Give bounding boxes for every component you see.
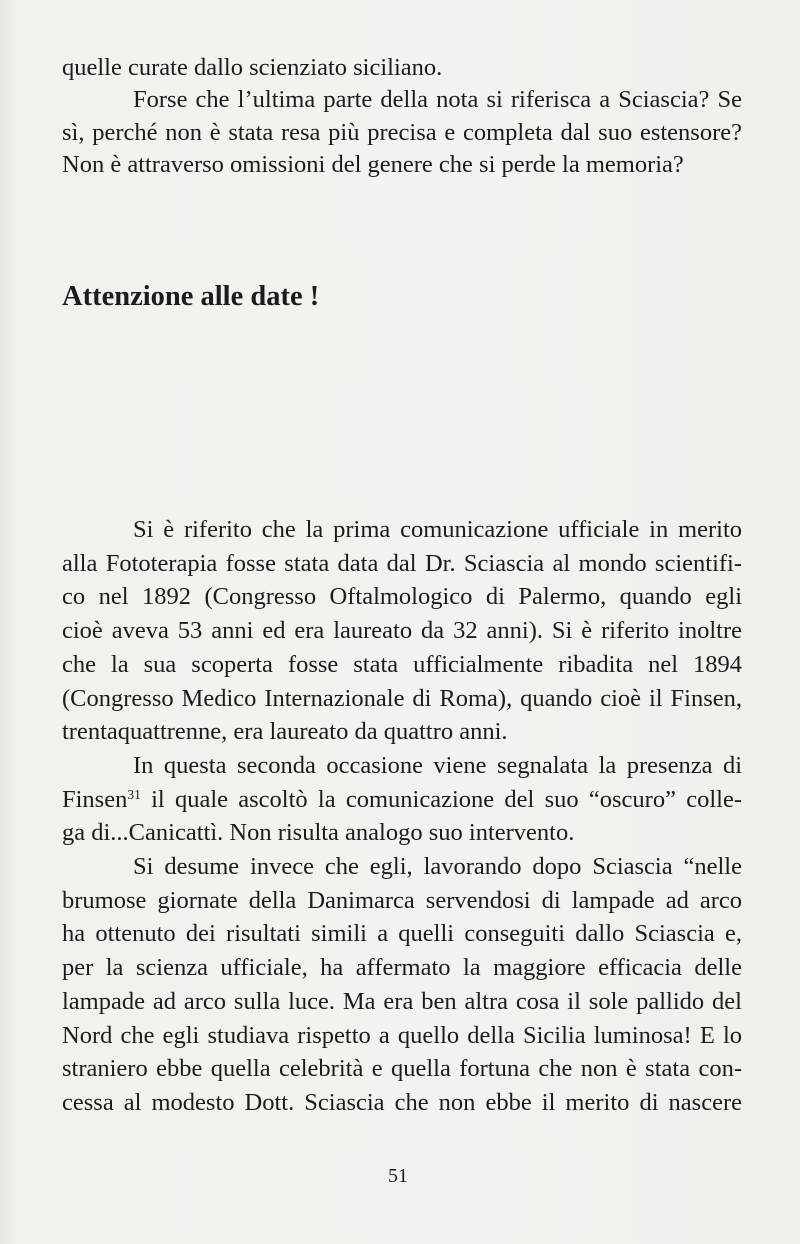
text-line: straniero ebbe quella celebrità e quella fortuna che non è stata con- xyxy=(62,1055,742,1083)
text-line: Nord che egli studiava rispetto a quello della Sicilia luminosa! E lo xyxy=(62,1021,742,1049)
text-line: Si è riferito che la prima comunicazione ufficiale in merito xyxy=(133,516,742,543)
text-line: In questa seconda occasione viene segnalata la presenza di xyxy=(133,751,742,779)
text-line: cessa al modesto Dott. Sciascia che non ebbe il merito di nascere xyxy=(62,1088,742,1116)
text-line: alla Fototerapia fosse stata data dal Dr. Sciascia al mondo scientifi- xyxy=(62,549,742,577)
main-paragraph-3 xyxy=(62,850,742,1120)
text-line: per la scienza ufficiale, ha affermato la maggiore efficacia delle xyxy=(62,954,742,982)
intro-paragraph-2 xyxy=(62,84,742,181)
text-line: quelle curate dallo scienziato siciliano. xyxy=(62,54,443,81)
text-fragment: il quale ascoltò la comunicazione del suo “oscuro” colle- xyxy=(140,785,742,813)
intro-paragraph-1 xyxy=(62,52,742,84)
footnote-reference: 31 xyxy=(127,786,141,802)
text-fragment: Finsen xyxy=(62,785,128,813)
section-heading: Attenzione alle date ! xyxy=(62,281,320,312)
intro-section xyxy=(62,52,742,181)
text-line: cioè aveva 53 anni ed era laureato da 32 anni). Si è riferito inoltre xyxy=(62,617,742,645)
main-paragraph-2 xyxy=(62,749,742,850)
text-line: Forse che l’ultima parte della nota si riferisca a Sciascia? Se xyxy=(133,86,742,114)
main-section xyxy=(62,513,742,1120)
text-line: sì, perché non è stata resa più precisa e completa dal suo estensore? xyxy=(62,118,742,146)
text-line: co nel 1892 (Congresso Oftalmologico di Palermo, quando egli xyxy=(62,583,742,611)
text-line: ga di...Canicattì. Non risulta analogo suo intervento. xyxy=(62,819,575,847)
text-line: ha ottenuto dei risultati simili a quelli conseguiti dallo Sciascia e, xyxy=(62,920,742,948)
page-number: 51 xyxy=(388,1165,408,1187)
text-line: (Congresso Medico Internazionale di Roma), quando cioè il Finsen, xyxy=(62,684,742,712)
text-line: brumose giornate della Danimarca servendosi di lampade ad arco xyxy=(62,886,742,914)
text-line: Si desume invece che egli, lavorando dopo Sciascia “nelle xyxy=(133,853,742,881)
text-line: lampade ad arco sulla luce. Ma era ben altra cosa il sole pallido del xyxy=(62,987,742,1015)
text-line: Non è attraverso omissioni del genere che si perde la memoria? xyxy=(62,150,684,178)
main-paragraph-1 xyxy=(62,513,742,749)
text-line xyxy=(62,783,742,817)
text-line: che la sua scoperta fosse stata ufficialmente ribadita nel 1894 xyxy=(62,650,742,678)
text-line: trentaquattrenne, era laureato da quattro anni. xyxy=(62,718,508,746)
